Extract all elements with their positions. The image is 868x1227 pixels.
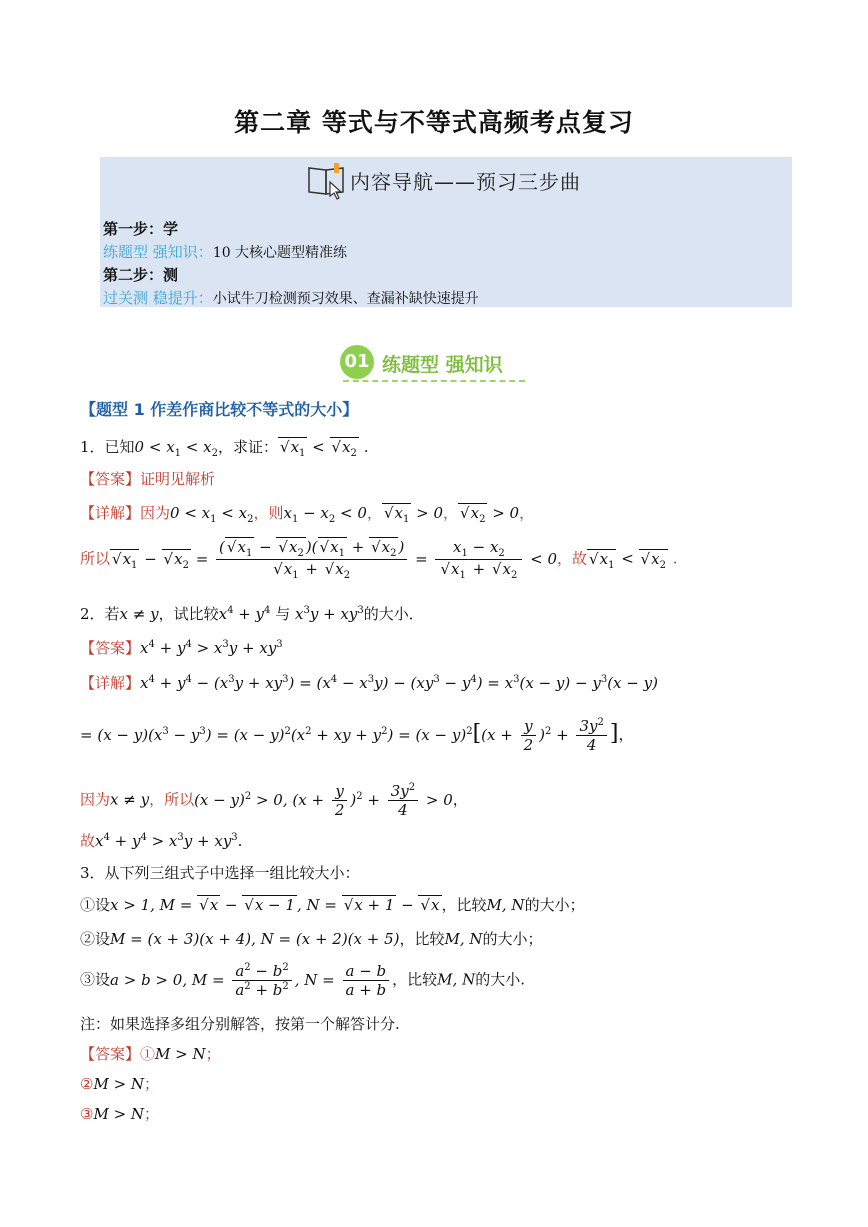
step1-desc: 10 大核心题型精准练: [212, 245, 348, 261]
q1-answer-text: 证明见解析: [140, 470, 216, 488]
q1-condition: $0 < x_1 < x_2$: [134, 438, 218, 459]
q2-detail-tag: 【详解】: [80, 674, 141, 692]
q1-derivation-math: √ $x_1$ − √ $x_2$ = ( √ $x_1$ − √ $x_2$ )( √ $x_1$ + √ $x_2$ ) √ $x_1$ + √ $x_2$ = $x_1 - x_2$ √ $x_1$ + √ $x_2$ < 0: [110, 550, 557, 568]
q3-opt2-mn: M, N: [444, 930, 483, 948]
q3-opt1-end: ，比较: [441, 896, 487, 914]
q1-answer-tag: 【答案】: [80, 470, 141, 488]
q1-so: 所以: [80, 549, 111, 568]
step2-label: 第二步：测: [103, 266, 179, 284]
q1-detail-math1: $0 < x_1 < x_2$: [170, 504, 254, 525]
q1-question: 1．已知$0 < x_1 < x_2$，求证： √ $x_1$ < √ $x_2$ .: [80, 436, 368, 459]
q1-answer: [80, 468, 215, 489]
q3-opt1-math: x > 1, M = √ x − √ x − 1 , N = √ x + 1 − √ x: [110, 895, 442, 914]
q3-question: 3．从下列三组式子中选择一组比较大小：: [80, 864, 360, 882]
q1-detail-tag: 【详解】: [80, 504, 141, 522]
q2-conclusion-math: $x^4 + y^4 > x^3y + xy^3$: [95, 832, 238, 850]
q2-prefix: 2．若: [80, 605, 120, 623]
q3-opt3-tail: 的大小.: [475, 970, 525, 989]
q1-detail-math3: √ $x_1 > 0$: [382, 503, 443, 522]
q2-derivation-math: = $(x - y)(x^3 - y^3) = (x - y)^2(x^2$ + xy + $y^2) = (x - y)^2[(x$ + $\frac{y}{2}$ )$^2$ + $\frac{3y^2}{4}$ ]: [80, 717, 619, 754]
page-title: 第二章 等式与不等式高频考点复习: [234, 108, 634, 137]
q3-opt1-mn: M, N: [486, 896, 525, 914]
book-pointer-icon: [306, 160, 348, 200]
q2-answer-tag: 【答案】: [80, 639, 141, 657]
q2-question: [80, 603, 424, 624]
badge-underline: [343, 380, 525, 382]
q3-opt3-math: a > b > 0, M = $\frac{a^2 - b^2}{a^2 + b^2}$ , N = $\frac{a - b}{a + b}$: [110, 971, 392, 989]
q3-ans3-math: M > N: [93, 1105, 145, 1123]
q3-note: 注：如果选择多组分别解答，按第一个解答计分.: [80, 1015, 400, 1033]
q3-answer2: ②M > N；: [80, 1075, 160, 1093]
q1-hence: ，故: [557, 549, 588, 568]
q2-conclusion: 故$x^4 + y^4 > x^3y + xy^3$.: [80, 832, 243, 850]
q1-detail-math4: √ $x_2 > 0$: [458, 503, 519, 522]
q3-answer-tag: 【答案】: [80, 1045, 141, 1063]
q2-because-result: $(x - y)^2 > 0$, (x + $\frac{y}{2}$ )$^2$ + $\frac{3y^2}{4}$ > 0: [194, 782, 453, 819]
q3-option2: [80, 928, 543, 949]
step2-line: [103, 287, 479, 308]
q3-ans2-math: M > N: [93, 1075, 145, 1093]
q3-opt1-tail: 的大小；: [524, 896, 585, 914]
q1-mid: ，求证：: [217, 438, 278, 456]
q1-detail-math2: $x_1 - x_2 < 0$: [283, 504, 367, 525]
section-badge-text: 练题型 强知识: [382, 354, 503, 376]
q2-end: 的大小．: [363, 605, 424, 623]
q3-opt2-tail: 的大小；: [482, 930, 543, 948]
q3-opt3-mn: M, N: [437, 970, 476, 989]
q1-detail-then: ，则: [253, 504, 284, 522]
q2-answer: [80, 637, 283, 658]
q1-derivation: 所以 √ $x_1$ − √ $x_2$ = ( √ $x_1$ − √ $x_2$ )( √ $x_1$ + √ $x_2$ ) √ $x_1$ + √ $x_2$ = $x_1 - x_2$ √ $x_1$ + √ $x_2$ < 0，故 √ $x_1$ < √ $x_2$ .: [80, 538, 678, 581]
q2-because: 因为x ≠ y，所以$(x - y)^2 > 0$, (x + $\frac{y}{2}$ )$^2$ + $\frac{3y^2}{4}$ > 0，: [80, 782, 468, 819]
step1-label: 第一步：学: [103, 220, 179, 238]
q3-ans1-num: ①: [140, 1045, 156, 1063]
q2-expr1: $x^4 + y^4$: [218, 605, 271, 623]
step2-tag: 过关测 稳提升：: [103, 289, 213, 307]
q3-option1: [80, 894, 585, 915]
q1-prefix: 1．已知: [80, 438, 135, 456]
q2-hence: 故: [80, 832, 96, 850]
q2-because-label: 因为: [80, 790, 111, 809]
q3-opt3-end: ，比较: [392, 970, 438, 989]
q3-ans3-num: ③: [80, 1105, 94, 1123]
step1-tag: 练题型 强知识：: [103, 243, 213, 261]
q2-derivation: = $(x - y)(x^3 - y^3) = (x - y)^2(x^2$ + xy + $y^2) = (x - y)^2[(x$ + $\frac{y}{2}$ )$^2$ + $\frac{3y^2}{4}$ ]，: [80, 717, 634, 754]
q2-because-math: x ≠ y: [110, 790, 150, 809]
q3-option3: [80, 962, 525, 999]
q1-conclusion: √ $x_1$ < √ $x_2$: [587, 549, 668, 568]
q3-opt1-prefix: ①设: [80, 896, 111, 914]
q2-detail-math: $x^4 + y^4 - (x^3y + xy^3) = (x^4 - x^3y) - (xy^3 - y^4) = x^3(x - y) - y^3(x - y)$: [140, 674, 658, 692]
q3-opt2-end: ，比较: [399, 930, 445, 948]
q3-ans1-math: M > N: [155, 1045, 206, 1063]
q1-claim: √ $x_1$ < √ $x_2$: [278, 437, 359, 456]
q1-detail-prefix: 因为: [140, 504, 171, 522]
q2-expr2: $x^3y + xy^3$: [295, 605, 364, 623]
topic-title: 【题型 1 作差作商比较不等式的大小】: [80, 400, 359, 419]
q3-answer3: ③M > N；: [80, 1105, 160, 1123]
navigation-heading: 内容导航——预习三步曲: [350, 170, 581, 194]
q2-mid: ，试比较: [158, 605, 219, 623]
q2-detail: [80, 672, 658, 693]
q3-opt3-prefix: ③设: [80, 970, 111, 989]
q2-with: 与: [275, 605, 291, 623]
q2-so-label: ，所以: [149, 790, 195, 809]
section-number-badge: 01: [340, 345, 374, 379]
step2-desc: 小试牛刀检测预习效果、查漏补缺快速提升: [212, 291, 479, 307]
q3-answer1: 【答案】①M > N；: [80, 1045, 221, 1063]
q3-opt2-prefix: ②设: [80, 930, 111, 948]
q1-detail: 【详解】因为$0 < x_1 < x_2$，则$x_1 - x_2 < 0$， √ $x_1 > 0$， √ $x_2 > 0$，: [80, 502, 534, 525]
q3-ans2-num: ②: [80, 1075, 94, 1093]
q3-opt2-math: M = (x + 3)(x + 4), N = (x + 2)(x + 5): [110, 930, 400, 948]
q2-condition: x ≠ y: [119, 605, 159, 623]
q2-answer-math: $x^4 + y^4 > x^3y + xy^3$: [140, 639, 283, 657]
step1-line: [103, 241, 347, 262]
